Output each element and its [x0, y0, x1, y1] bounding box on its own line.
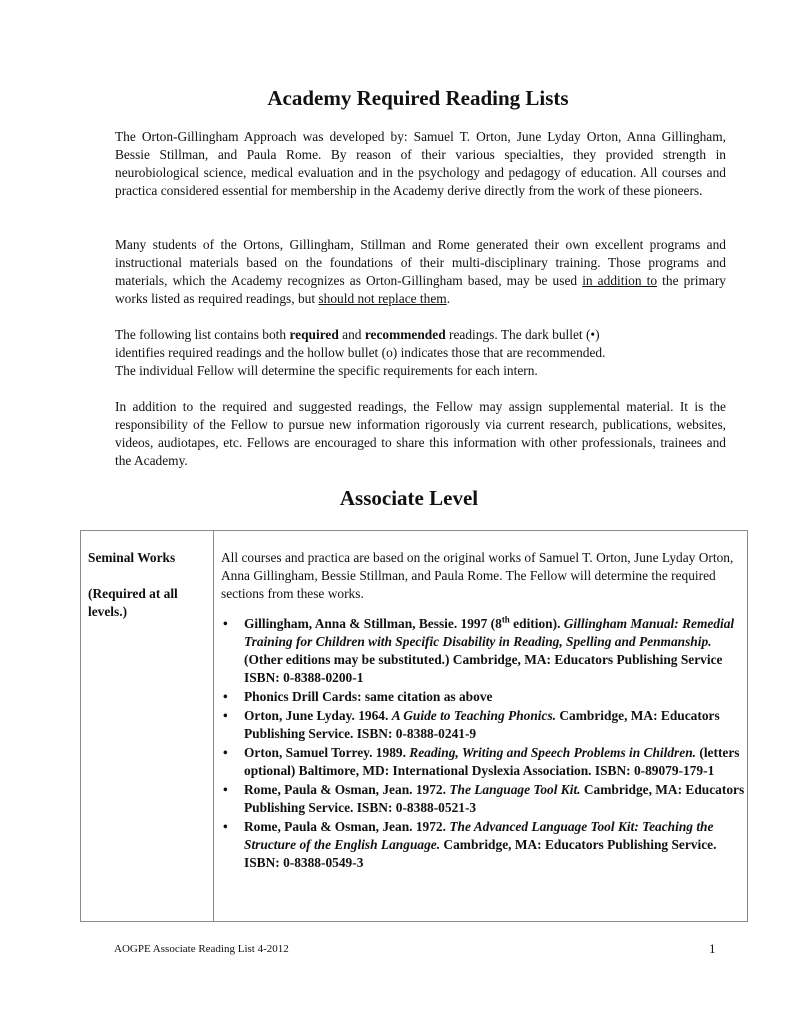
reference-item — [221, 688, 745, 706]
reference-list — [221, 615, 745, 872]
reference-superscript: th — [501, 614, 510, 625]
reference-text: Rome, Paula & Osman, Jean. 1972. — [244, 819, 450, 834]
page-title: Academy Required Reading Lists — [267, 86, 569, 110]
reference-title: Gillingham Manual: Remedial Training for Children with Specific Disability in Reading, Spelling and Penmanship. — [244, 616, 735, 649]
reference-title: Reading, Writing and Speech Problems in Children. — [409, 745, 697, 760]
category-note: (Required at all levels.) — [88, 586, 178, 619]
bullet-icon: • — [223, 745, 228, 760]
reference-text: Phonics Drill Cards: same citation as above — [244, 689, 493, 704]
programs-text-c: . — [446, 291, 451, 306]
reference-text: edition). — [509, 616, 564, 631]
reference-item — [221, 818, 745, 872]
reference-text: Orton, June Lyday. 1964. — [244, 708, 392, 723]
bullet-icon: • — [223, 616, 228, 631]
reference-item — [221, 707, 745, 743]
legend-line-3: The individual Fellow will determine the specific requirements for each intern. — [115, 363, 538, 378]
category-cell — [88, 549, 206, 621]
intro-paragraph: The Orton-Gillingham Approach was developed by: Samuel T. Orton, June Lyday Orton, Anna Gillingham, Bessie Stillman, and Paula Rome. By reason of their various specialties, they provided strength in neurobiological science, medical evaluation and in the psychology and pedagogy of education. All courses and practica considered essential for membership in the Academy derive directly from the work of these pioneers. — [115, 129, 726, 198]
legend-recommended: recommended — [364, 327, 446, 342]
reference-text: (letters optional) Baltimore, MD: International Dyslexia Association. ISBN: 0-89079-179-1 — [244, 745, 740, 778]
legend-required: required — [289, 327, 339, 342]
supplemental-paragraph: In addition to the required and suggested readings, the Fellow may assign supplemental material. It is the responsibility of the Fellow to pursue new information rigorously via current research, publications, websites, videos, audiotapes, etc. Fellows are encouraged to share this information with other professionals, trainees and the Academy. — [115, 399, 726, 468]
underline-should-not-replace: should not replace them — [318, 291, 447, 306]
underline-in-addition-to: in addition to — [582, 273, 658, 288]
reference-item — [221, 781, 745, 817]
bullet-icon: • — [223, 708, 228, 723]
reference-item — [221, 744, 745, 780]
section-title: Associate Level — [339, 486, 479, 510]
reference-text: (Other editions may be substituted.) Cambridge, MA: Educators Publishing Service ISBN: 0-8388-0200-1 — [244, 652, 723, 685]
programs-text-b: the primary works listed as required readings, but — [115, 273, 726, 306]
category-heading: Seminal Works — [88, 550, 176, 565]
bullet-icon: • — [223, 689, 228, 704]
legend-text-c: readings. The dark bullet (•) — [445, 327, 600, 342]
references-intro: All courses and practica are based on the original works of Samuel T. Orton, June Lyday Orton, Anna Gillingham, Bessie Stillman, and Paula Rome. The Fellow will determine the required sections from these works. — [221, 550, 734, 601]
reading-table — [80, 530, 748, 922]
page-footer: AOGPE Associate Reading List 4-2012 — [114, 943, 289, 955]
programs-paragraph — [115, 236, 726, 308]
reference-text: Cambridge, MA: Educators Publishing Service. ISBN: 0-8388-0549-3 — [244, 837, 717, 870]
reference-text: Rome, Paula & Osman, Jean. 1972. — [244, 782, 450, 797]
legend-text-b: and — [338, 327, 365, 342]
reference-item — [221, 615, 745, 687]
reference-text: Orton, Samuel Torrey. 1989. — [244, 745, 410, 760]
reference-title: The Advanced Language Tool Kit: Teaching the Structure of the English Language. — [244, 819, 714, 852]
reference-text: Cambridge, MA: Educators Publishing Service. ISBN: 0-8388-0521-3 — [244, 782, 745, 815]
column-divider — [213, 531, 214, 921]
bullet-icon: • — [223, 782, 228, 797]
page-number: 1 — [709, 941, 716, 956]
reference-title: A Guide to Teaching Phonics. — [391, 708, 557, 723]
bullet-legend-paragraph — [115, 326, 726, 380]
reference-text: Cambridge, MA: Educators Publishing Service. ISBN: 0-8388-0241-9 — [244, 708, 720, 741]
reference-text: Gillingham, Anna & Stillman, Bessie. 1997 (8 — [244, 616, 502, 631]
legend-line-2: identifies required readings and the hollow bullet (o) indicates those that are recommended. — [115, 345, 606, 360]
reference-title: The Language Tool Kit. — [449, 782, 581, 797]
bullet-icon: • — [223, 819, 228, 834]
programs-text-a: Many students of the Ortons, Gillingham, Stillman and Rome generated their own excellent programs and instructional materials based on the foundations of their multi-disciplinary training. Those programs and materials, which the Academy recognizes as Orton-Gillingham based, may be used — [115, 237, 726, 288]
legend-text-a: The following list contains both — [115, 327, 290, 342]
references-cell — [221, 549, 745, 872]
